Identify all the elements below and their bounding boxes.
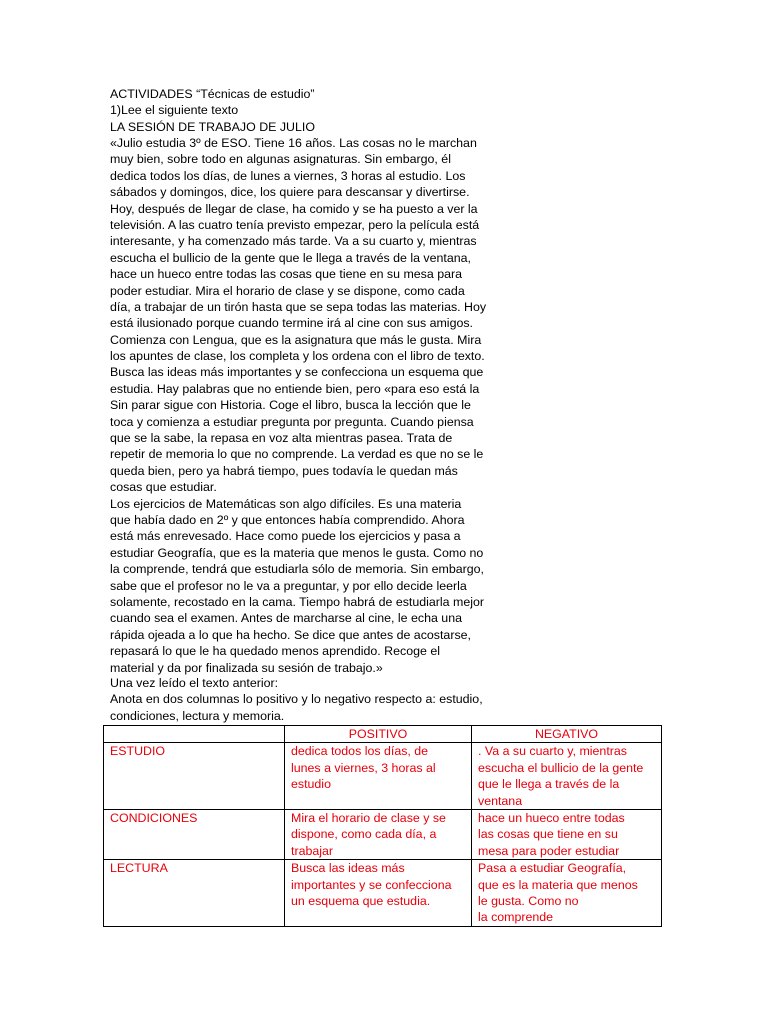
positive-cell-line: Busca las ideas más (291, 861, 405, 876)
text-line: poder estudiar. Mira el horario de clase y se dispone, como cada (110, 283, 465, 298)
negative-cell-line: las cosas que tiene en su (478, 827, 618, 842)
text-line: «Julio estudia 3º de ESO. Tiene 16 años. Las cosas no le marchan (110, 136, 477, 150)
text-line: material y da por finalizada su sesión de trabajo.» (110, 660, 383, 675)
text-line: cosas que estudiar. (110, 480, 217, 495)
positive-cell (285, 743, 472, 810)
negative-cell-line: hace un hueco entre todas (478, 811, 625, 826)
negative-cell-line: . Va a su cuarto y, mientras (478, 744, 627, 759)
text-line: repetir de memoria lo que no comprende. La verdad es que no se le (110, 447, 484, 462)
positive-cell-line: trabajar (291, 843, 334, 858)
instruction-line-2: Anota en dos columnas lo positivo y lo negativo respecto a: estudio, (110, 692, 483, 707)
text-line: muy bien, sobre todo en algunas asignaturas. Sin embargo, él (110, 152, 451, 167)
instruction-line: 1)Lee el siguiente texto (110, 103, 239, 118)
text-line: cuando sea el examen. Antes de marcharse al cine, le echa una (110, 611, 462, 626)
row-label: CONDICIONES (104, 810, 285, 860)
table-row (104, 810, 662, 860)
row-label: LECTURA (104, 860, 285, 927)
positive-cell (285, 810, 472, 860)
positive-cell-line: dedica todos los días, de (291, 744, 429, 759)
text-line: interesante, y ha comenzado más tarde. Va a su cuarto y, mientras (110, 234, 477, 249)
text-line: dedica todos los días, de lunes a viernes, 3 horas al estudio. Los (110, 168, 466, 183)
text-line: estudia. Hay palabras que no entiende bien, pero «para eso está la (110, 381, 480, 396)
text-line: queda bien, pero ya habrá tiempo, pues todavía le quedan más (110, 463, 458, 478)
text-line: televisión. A las cuatro tenía previsto empezar, pero la película está (110, 217, 480, 232)
text-line: escucha el bullicio de la gente que le llega a través de la ventana, (110, 250, 471, 265)
text-line: estudiar Geografía, que es la materia que menos le gusta. Como no (110, 545, 484, 560)
text-line: sábados y domingos, dice, los quiere para descansar y divertirse. (110, 185, 470, 200)
negative-cell-line: le gusta. Como no (478, 894, 579, 909)
negative-cell-line: mesa para poder estudiar (478, 843, 620, 858)
text-line: día, a trabajar de un tirón hasta que se sepa todas las materias. Hoy (110, 299, 487, 314)
text-line: Busca las ideas más importantes y se confecciona un esquema que (110, 365, 484, 380)
table-header-row (104, 726, 662, 743)
row-label: ESTUDIO (104, 743, 285, 810)
negative-cell-line: que le llega a través de la (478, 777, 620, 792)
text-line: Sin parar sigue con Historia. Coge el libro, busca la lección que le (110, 398, 471, 413)
instruction-line-3: condiciones, lectura y memoria. (110, 708, 285, 723)
positive-cell-line: dispone, como cada día, a (291, 827, 437, 842)
text-line: repasará lo que le ha quedado menos aprendido. Recoge el (110, 644, 440, 659)
text-line: que se la sabe, la repasa en voz alta mientras pasea. Trata de (110, 431, 453, 446)
header-cell-negativo: NEGATIVO (472, 726, 662, 743)
text-line: Comienza con Lengua, que es la asignatura que más le gusta. Mira (110, 332, 482, 347)
negative-cell (472, 743, 662, 810)
text-line: está ilusionado porque cuando termine irá al cine con sus amigos. (110, 316, 473, 331)
negative-cell-line: la comprende (478, 910, 554, 925)
text-line: sabe que el profesor no le va a preguntar, y por ello decide leerla (110, 578, 467, 593)
negative-cell-line: ventana (478, 793, 523, 808)
answer-table (103, 725, 662, 927)
positive-cell-line: un esquema que estudia. (291, 894, 431, 909)
positive-cell-line: Mira el horario de clase y se (291, 811, 446, 826)
header-cell-empty (104, 726, 285, 743)
text-line: que había dado en 2º y que entonces había comprendido. Ahora (110, 512, 465, 527)
positive-cell-line: importantes y se confecciona (291, 877, 452, 892)
positive-cell-line: estudio (291, 777, 331, 792)
table-row (104, 743, 662, 810)
header-cell-positivo: POSITIVO (285, 726, 472, 743)
text-line: rápida ojeada a lo que ha hecho. Se dice que antes de acostarse, (110, 627, 471, 642)
text-line: solamente, recostado en la cama. Tiempo habrá de estudiarla mejor (110, 594, 484, 609)
section-title: LA SESIÓN DE TRABAJO DE JULIO (110, 119, 315, 134)
task-instructions (110, 675, 530, 724)
text-line: toca y comienza a estudiar pregunta por pregunta. Cuando piensa (110, 414, 474, 429)
negative-cell (472, 810, 662, 860)
negative-cell-line: escucha el bullicio de la gente (478, 760, 644, 775)
table-row (104, 860, 662, 927)
text-line: hace un hueco entre todas las cosas que tiene en su mesa para (110, 267, 462, 282)
negative-cell-line: Pasa a estudiar Geografía, (478, 861, 627, 876)
instruction-line-1: Una vez leído el texto anterior: (110, 676, 279, 690)
negative-cell (472, 860, 662, 927)
text-line: los apuntes de clase, los completa y los ordena con el libro de texto. (110, 349, 485, 364)
positive-cell-line: lunes a viernes, 3 horas al (291, 760, 436, 775)
text-line: Los ejercicios de Matemáticas son algo difíciles. Es una materia (110, 496, 462, 511)
negative-cell-line: que es la materia que menos (478, 877, 638, 892)
reading-text (110, 135, 510, 676)
heading-block (110, 86, 510, 135)
text-line: la comprende, tendrá que estudiarla sólo de memoria. Sin embargo, (110, 562, 484, 577)
page-title: ACTIVIDADES “Técnicas de estudio” (110, 87, 315, 101)
text-line: está más enrevesado. Hace como puede los ejercicios y pasa a (110, 529, 461, 544)
positive-cell (285, 860, 472, 927)
text-line: Hoy, después de llegar de clase, ha comido y se ha puesto a ver la (110, 201, 478, 216)
